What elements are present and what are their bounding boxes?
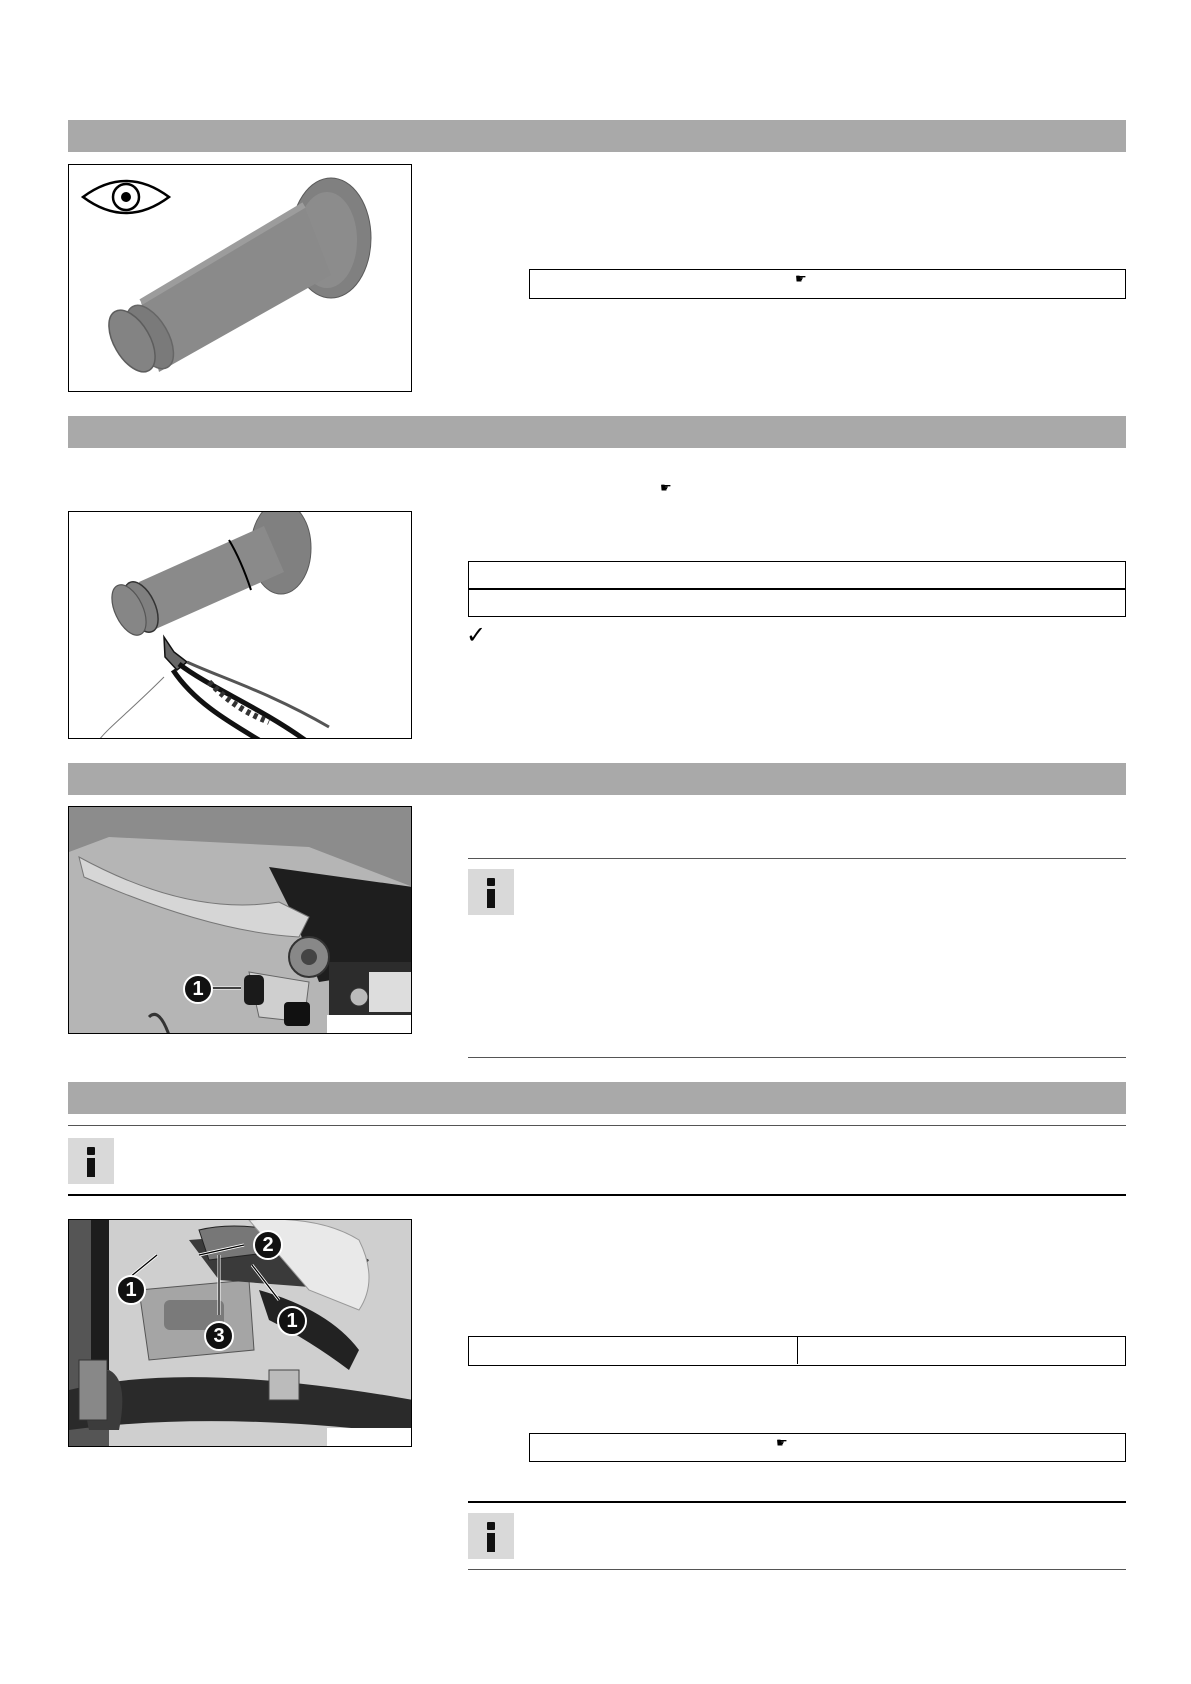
reference-box-1 [529, 269, 1126, 299]
callout-1: 1 [183, 974, 213, 1004]
pointing-hand-icon: ☛ [660, 480, 672, 495]
spec-table-cell-divider [797, 1337, 798, 1364]
note-divider-top [68, 1125, 1126, 1126]
spec-table-row [468, 1336, 1126, 1366]
note-divider-bottom [468, 1569, 1126, 1570]
pliers [99, 637, 329, 739]
callout-3: 3 [204, 1321, 234, 1351]
figure-grip-inspection [68, 164, 412, 392]
callout-2: 2 [253, 1230, 283, 1260]
note-divider-bottom [68, 1194, 1126, 1196]
note-divider-top [468, 858, 1126, 859]
handlebar-grip [105, 512, 311, 640]
info-icon [468, 1513, 514, 1559]
table-row-2 [468, 588, 1126, 617]
callout-1: 1 [277, 1306, 307, 1336]
pointing-hand-icon: ☛ [776, 1435, 788, 1450]
section-header-bar-3 [68, 763, 1126, 795]
eye-icon [83, 181, 169, 213]
photo-brake-lever-adjuster [68, 806, 412, 1034]
figure-grip-wire-fastening [68, 511, 412, 739]
check-icon: ✓ [466, 622, 487, 649]
info-icon [68, 1138, 114, 1184]
section-header-bar-1 [68, 120, 1126, 152]
table-row-1 [468, 561, 1126, 590]
section-header-bar-2 [68, 416, 1126, 448]
brake-reservoir-photo [69, 1220, 412, 1447]
photo-brake-reservoir-cover [68, 1219, 412, 1447]
reference-box-2 [529, 1433, 1126, 1462]
pointing-hand-icon: ☛ [795, 271, 807, 286]
note-divider-top [468, 1501, 1126, 1503]
info-icon [468, 869, 514, 915]
callout-1: 1 [116, 1275, 146, 1305]
section-header-bar-4 [68, 1082, 1126, 1114]
brake-lever-photo [69, 807, 412, 1034]
grip-illustration [69, 165, 412, 392]
note-divider-bottom [468, 1057, 1126, 1058]
grip-wire-illustration [69, 512, 412, 739]
